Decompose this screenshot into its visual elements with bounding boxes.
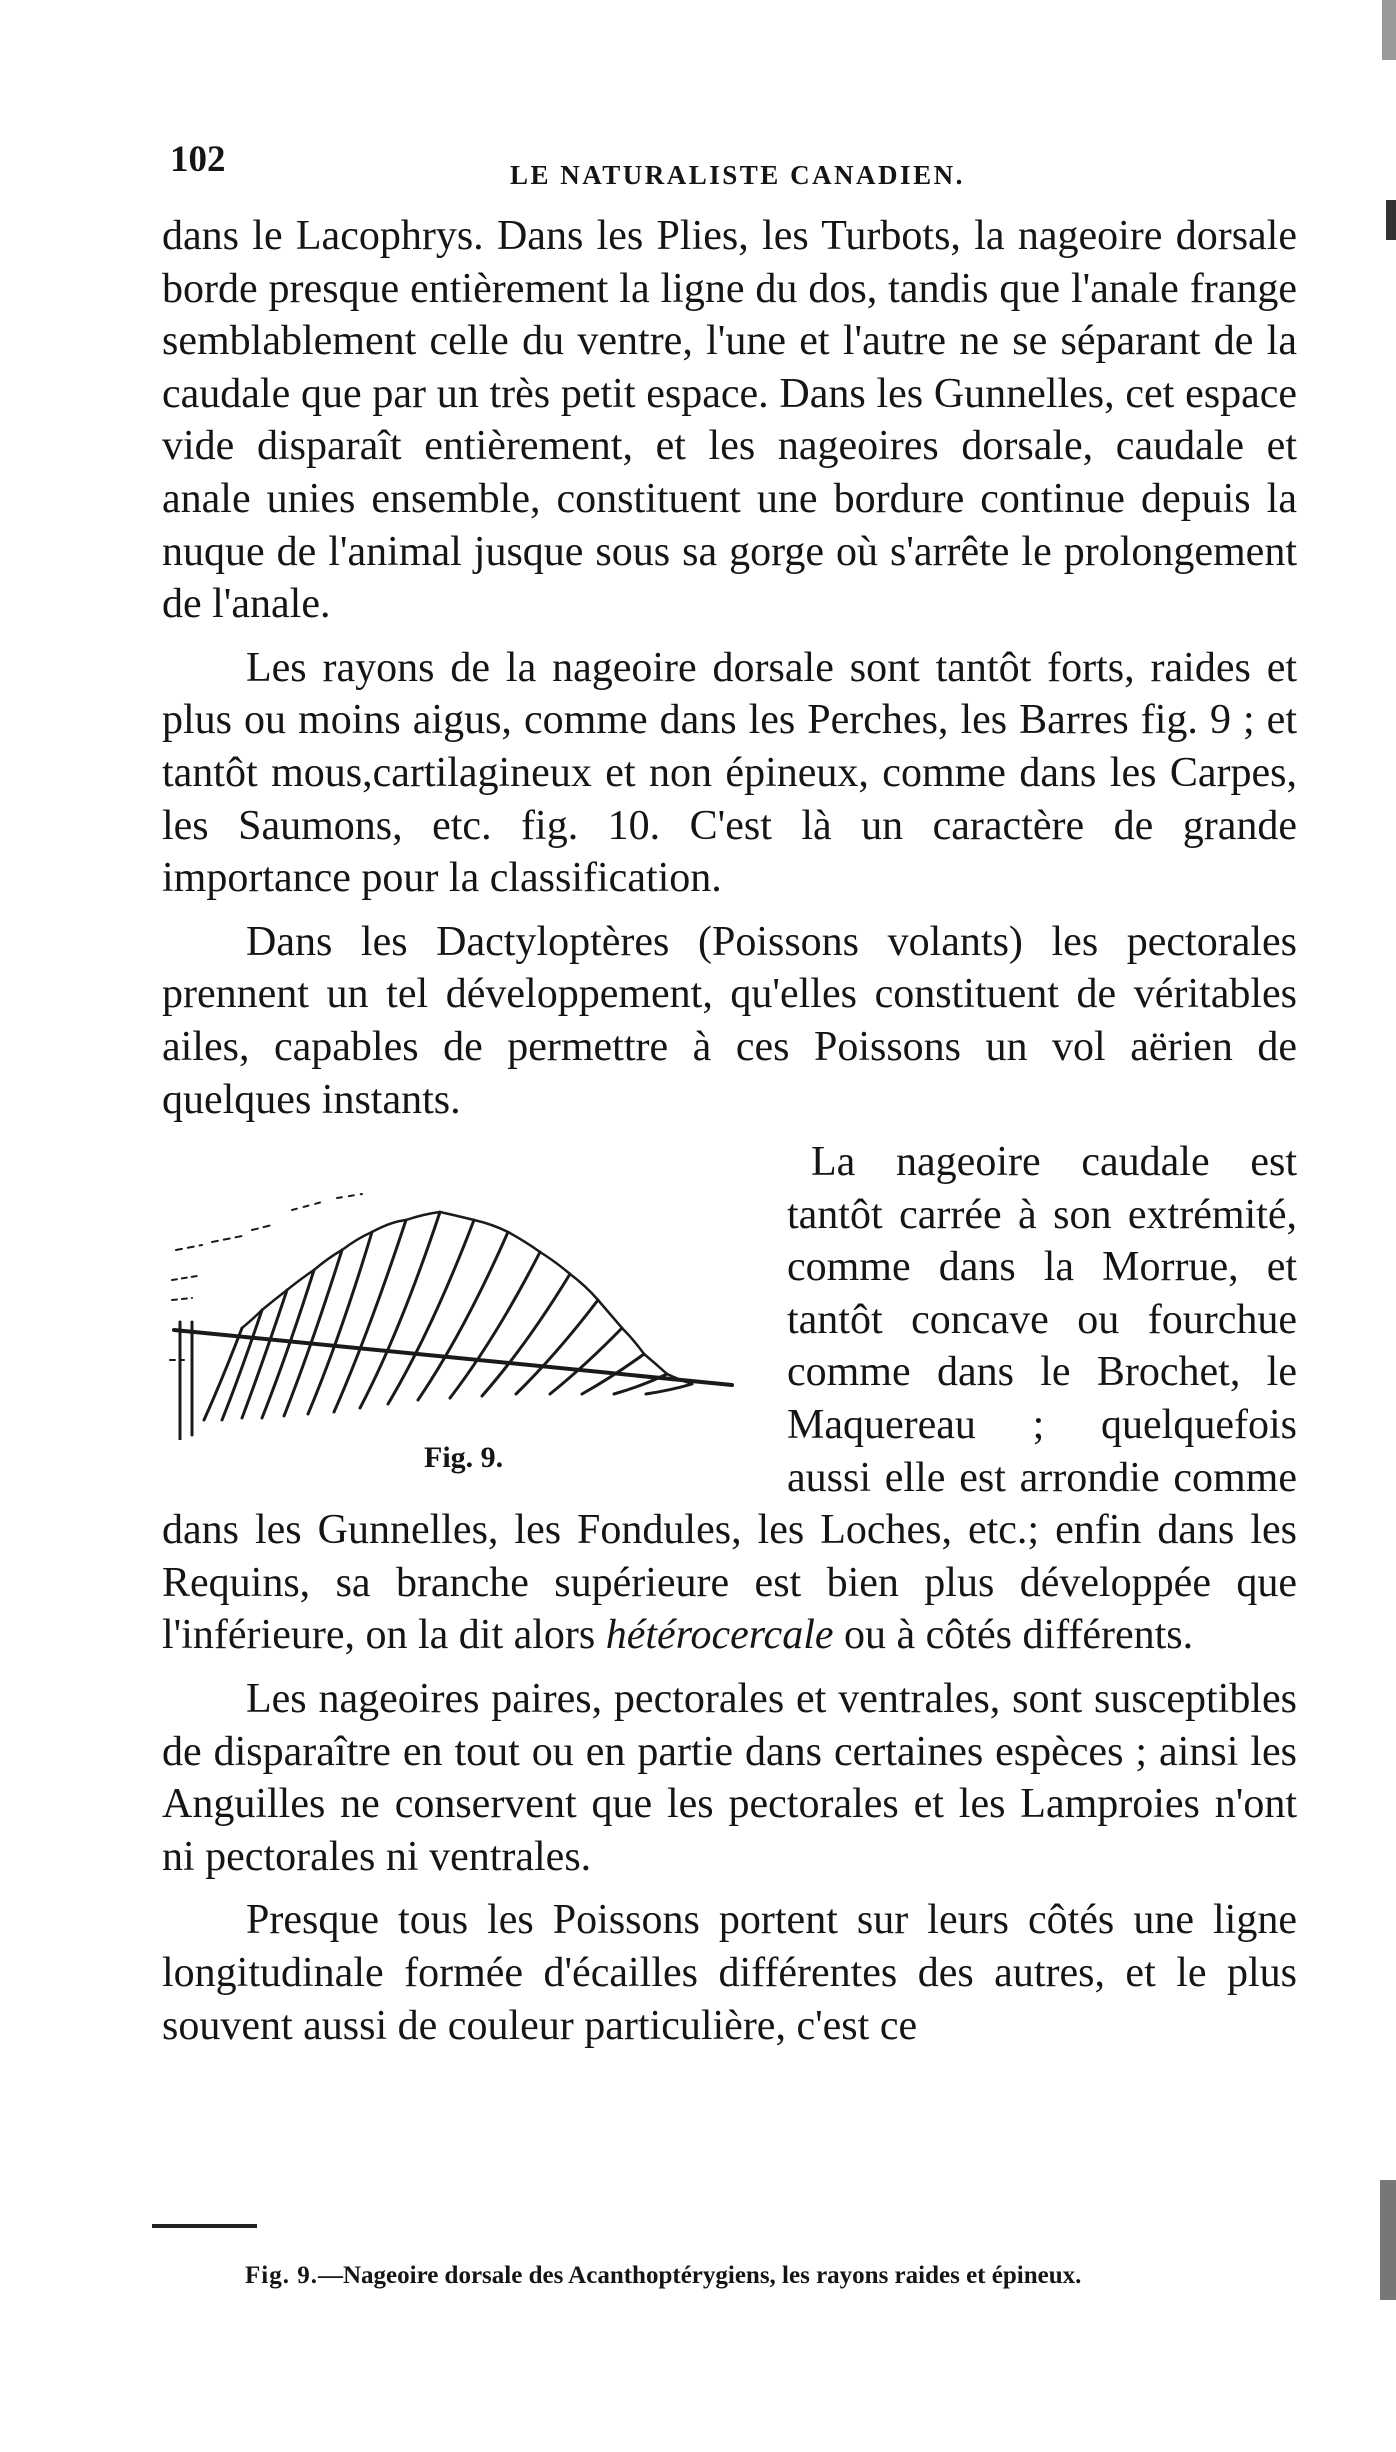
footnote [245, 2262, 1305, 2290]
paragraph-6: Presque tous les Poissons portent sur leurs côtés une ligne longitudinale formée d'écailles différentes des autres, et le plus souvent aussi de couleur particulière, c'est ce [162, 1897, 1297, 2049]
paragraph-5: Les nageoires paires, pectorales et ventrales, sont susceptibles de disparaître en tout ou en partie dans certaines espèces ; ainsi les Anguilles ne conservent que les pectorales et les Lamproies n'ont ni pectorales ni ventrales. [162, 1676, 1297, 1880]
figure-9 [162, 1150, 762, 1494]
footnote-text: —Nageoire dorsale des Acanthoptérygiens, les rayons raides et épineux. [317, 2262, 1082, 2289]
page-number: 102 [170, 139, 226, 180]
paragraph-2: Les rayons de la nageoire dorsale sont tantôt forts, raides et plus ou moins aigus, comme dans les Perches, les Barres fig. 9 ; et tantôt mous,cartilagineux et non épineux, comme dans les Carpes, les Saumons, etc. fig. 10. C'est là un caractère de grande importance pour la classification. [162, 644, 1297, 902]
italic-term: hétérocercale [605, 1612, 834, 1659]
footnote-label: Fig. 9. [245, 2262, 318, 2289]
figure-caption: Fig. 9. [424, 1441, 504, 1475]
footnote-rule [152, 2224, 257, 2228]
paragraph-1: dans le Lacophrys. Dans les Plies, les Turbots, la nageoire dorsale borde presque entièrement la ligne du dos, tandis que l'anale frange semblablement celle du ventre, l'une et l'autre ne se séparant de la caudale que par un très petit espace. Dans les Gunnelles, cet espace vide disparaît entièrement, et les nageoires dorsale, caudale et anale unies ensemble, constituent une bordure continue depuis la nuque de l'animal jusque sous sa gorge où s'arrête le prolongement de l'anale. [162, 213, 1297, 628]
scan-edge-mark-middle [1386, 200, 1396, 240]
paragraph-4-end: ou à côtés différents. [833, 1612, 1194, 1659]
paragraph-3: Dans les Dactyloptères (Poissons volants) les pectorales prennent un tel développement, qu'elles constituent de véritables ailes, capables de permettre à ces Poissons un vol aërien de quelques instants. [162, 918, 1297, 1123]
page-header [170, 138, 1300, 190]
scan-edge-mark-top [1382, 0, 1396, 60]
running-title: LE NATURALISTE CANADIEN. [510, 160, 965, 190]
dorsal-fin-illustration [162, 1150, 762, 1440]
scan-edge-mark-bottom [1380, 2180, 1396, 2300]
body-text [162, 210, 1297, 2052]
paragraph-4-text: La nageoire caudale est tantôt carrée à son extrémité, comme dans la Morrue, et tantôt concave ou fourchue comme dans le Brochet, le Maquereau ; quelquefois aussi elle est arrondie comme dans les Gunnelles, les Fondules, les Loches, etc.; enfin dans les Requins, sa branche supérieure est bien plus développée que l'inférieure, on la dit alors [162, 1139, 1297, 1659]
